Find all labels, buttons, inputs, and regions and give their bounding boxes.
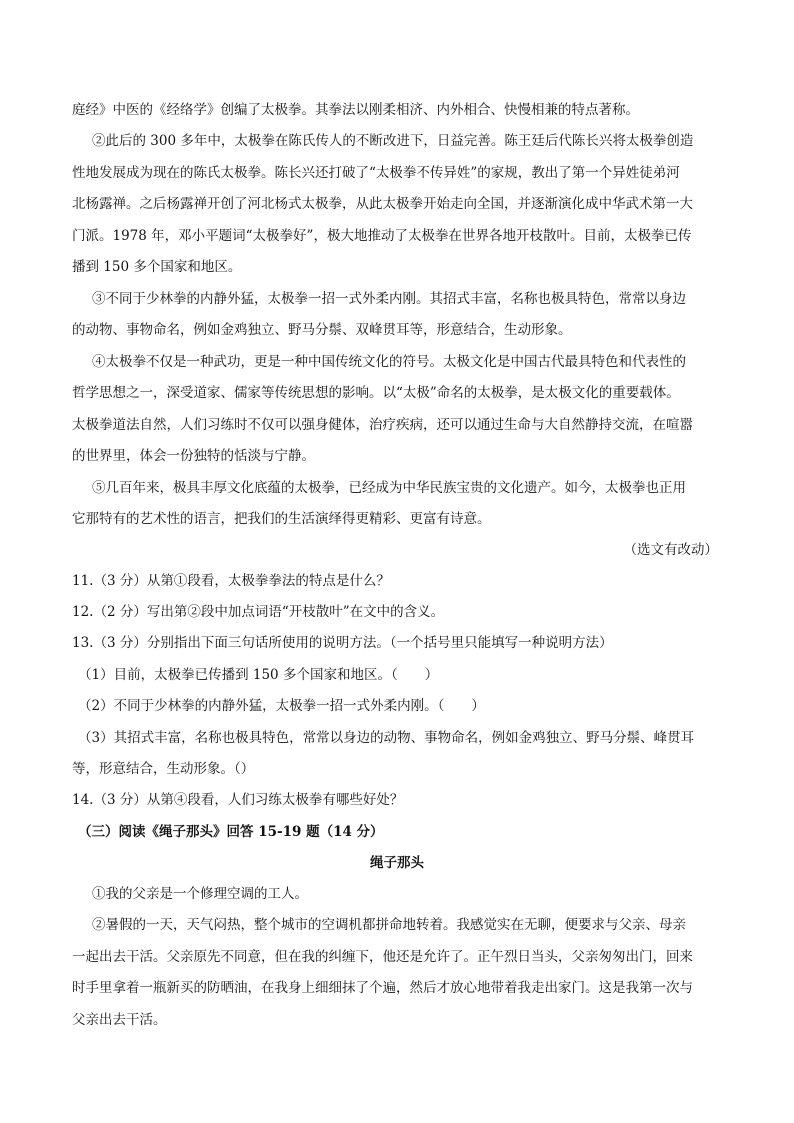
text-line: 性地发展成为现在的陈氏太极拳。陈长兴还打破了“太极拳不传异姓”的家规，教出了第一个异姓徒弟河 [72,165,680,181]
text-line: 庭经》中医的《经络学》创编了太极拳。其拳法以刚柔相济、内外相合、快慢相兼的特点著称。 [72,102,639,118]
section-heading: （三）阅读《绳子那头》回答 15-19 题（14 分） [78,824,384,840]
text-line: 太极拳道法自然，人们习练时不仅可以强身健体，治疗疾病，还可以通过生命与大自然静持交流，在喧嚣 [72,417,693,433]
article-paragraph-2-line: ②暑假的一天，天气闷热，整个城市的空调机都拼命地转着。我感觉实在无聊，便要求与父亲、母亲 [92,917,686,933]
text-line: 的动物、事物命名，例如金鸡独立、野马分鬃、双峰贯耳等，形意结合，生动形象。 [72,322,572,338]
question-11: 11.（3 分）从第①段看，太极拳拳法的特点是什么？ [72,573,390,589]
text-line: 它那特有的艺术性的语言，把我们的生活演绎得更精彩、更富有诗意。 [72,511,491,527]
paragraph-5-line: ⑤几百年来，极具丰厚文化底蕴的太极拳，已经成为中华民族宝贵的文化遗产。如今，太极拳也正用 [92,480,686,496]
text-line: 门派。1978 年，邓小平题词“太极拳好”，极大地推动了太极拳在世界各地开枝散叶。目前，太极拳已传 [72,228,692,244]
text-line: 父亲出去干活。 [72,1012,167,1028]
paragraph-2-line: ②此后的 300 多年中，太极拳在陈氏传人的不断改进下，日益完善。陈王廷后代陈长兴将太极拳创造 [92,133,694,149]
text-line: 的世界里，体会一份独特的恬淡与宁静。 [72,448,315,464]
question-13-sub-3: （3）其招式丰富，名称也极具特色，常常以身边的动物、事物命名，例如金鸡独立、野马分鬃、峰贯耳 [78,730,695,746]
question-13-sub-2: （2）不同于少林拳的内静外猛，太极拳一招一式外柔内刚。（ ） [78,698,485,714]
article-title: 绳子那头 [370,855,424,871]
text-line: 哲学思想之一，深受道家、儒家等传统思想的影响。以“太极”命名的太极拳，是太极文化的重要载体。 [72,385,680,401]
text-line: 等，形意结合，生动形象。（） [72,761,255,777]
paragraph-4-line: ④太极拳不仅是一种武功，更是一种中国传统文化的符号。太极文化是中国古代最具特色和代表性的 [92,354,686,370]
text-line: 时手里拿着一瓶新买的防晒油，在我身上细细抹了个遍，然后才放心地带着我走出家门。这是我第一次与 [72,980,693,996]
question-12: 12.（2 分）写出第②段中加点词语“开枝散叶”在文中的含义。 [72,604,445,620]
question-14: 14.（3 分）从第④段看，人们习练太极拳有哪些好处？ [72,792,404,808]
text-line: 播到 150 多个国家和地区。 [72,259,242,275]
paragraph-3-line: ③不同于少林拳的内静外猛，太极拳一招一式外柔内刚。其招式丰富，名称也极具特色，常常以身边 [92,291,686,307]
article-paragraph-1: ①我的父亲是一个修理空调的工人。 [92,886,308,902]
text-line: 北杨露禅。之后杨露禅开创了河北杨式太极拳，从此太极拳开始走向全国，并逐渐演化成中华武术第一大 [72,196,693,212]
text-line: 一起出去干活。父亲原先不同意，但在我的纠缠下，他还是允许了。正午烈日当头，父亲匆匆出门，回来 [72,949,693,965]
source-note: （选文有改动） [623,542,718,558]
question-13-sub-1: （1）目前，太极拳已传播到 150 多个国家和地区。（ ） [78,667,439,683]
question-13: 13.（3 分）分别指出下面三句话所使用的说明方法。（一个括号里只能填写一种说明方法） [72,635,613,651]
